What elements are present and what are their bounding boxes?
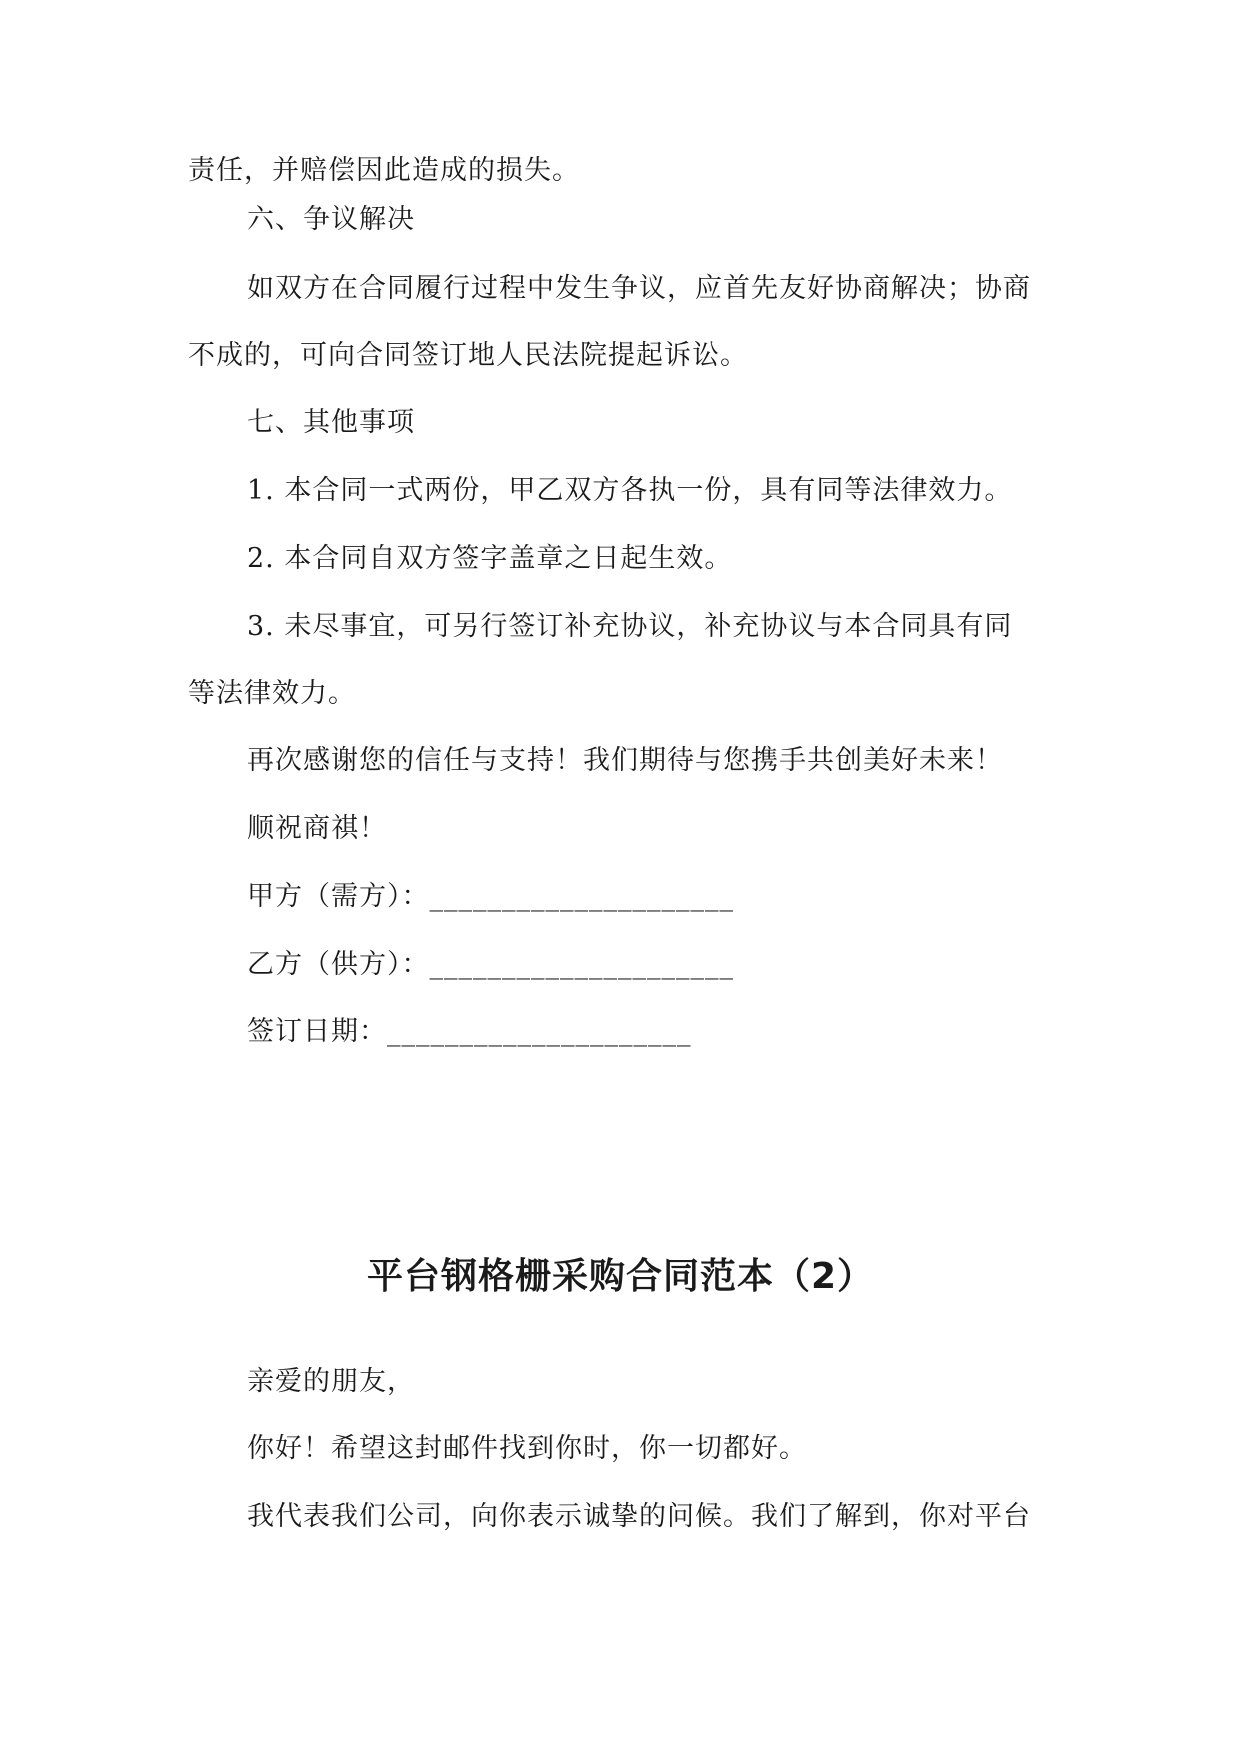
closing-thanks: 再次感谢您的信任与支持！我们期待与您携手共创美好未来！ bbox=[247, 745, 1003, 776]
paragraph-line: 不成的，可向合同签订地人民法院提起诉讼。 bbox=[188, 340, 748, 371]
closing-salutation: 顺祝商祺！ bbox=[247, 813, 387, 844]
paragraph-line: 等法律效力。 bbox=[188, 678, 356, 709]
signature-party-b: 乙方（供方）：_____________________ bbox=[247, 949, 734, 980]
clause-item: 1. 本合同一式两份，甲乙双方各执一份，具有同等法律效力。 bbox=[247, 475, 1013, 506]
clause-item: 3. 未尽事宜，可另行签订补充协议，补充协议与本合同具有同 bbox=[247, 611, 1013, 642]
section-heading-dispute: 六、争议解决 bbox=[247, 204, 415, 235]
letter-greeting: 亲爱的朋友， bbox=[247, 1366, 415, 1397]
signature-party-a: 甲方（需方）：_____________________ bbox=[247, 881, 734, 912]
letter-line: 我代表我们公司，向你表示诚挚的问候。我们了解到，你对平台 bbox=[247, 1501, 1031, 1532]
paragraph-line: 如双方在合同履行过程中发生争议，应首先友好协商解决；协商 bbox=[247, 273, 1031, 304]
signature-date: 签订日期：_____________________ bbox=[247, 1016, 692, 1047]
section-heading-other: 七、其他事项 bbox=[247, 407, 415, 438]
paragraph-line: 责任，并赔偿因此造成的损失。 bbox=[188, 155, 580, 186]
letter-line: 你好！希望这封邮件找到你时，你一切都好。 bbox=[247, 1433, 807, 1464]
clause-item: 2. 本合同自双方签字盖章之日起生效。 bbox=[247, 543, 733, 574]
section-title: 平台钢格栅采购合同范本（2） bbox=[366, 1256, 875, 1297]
